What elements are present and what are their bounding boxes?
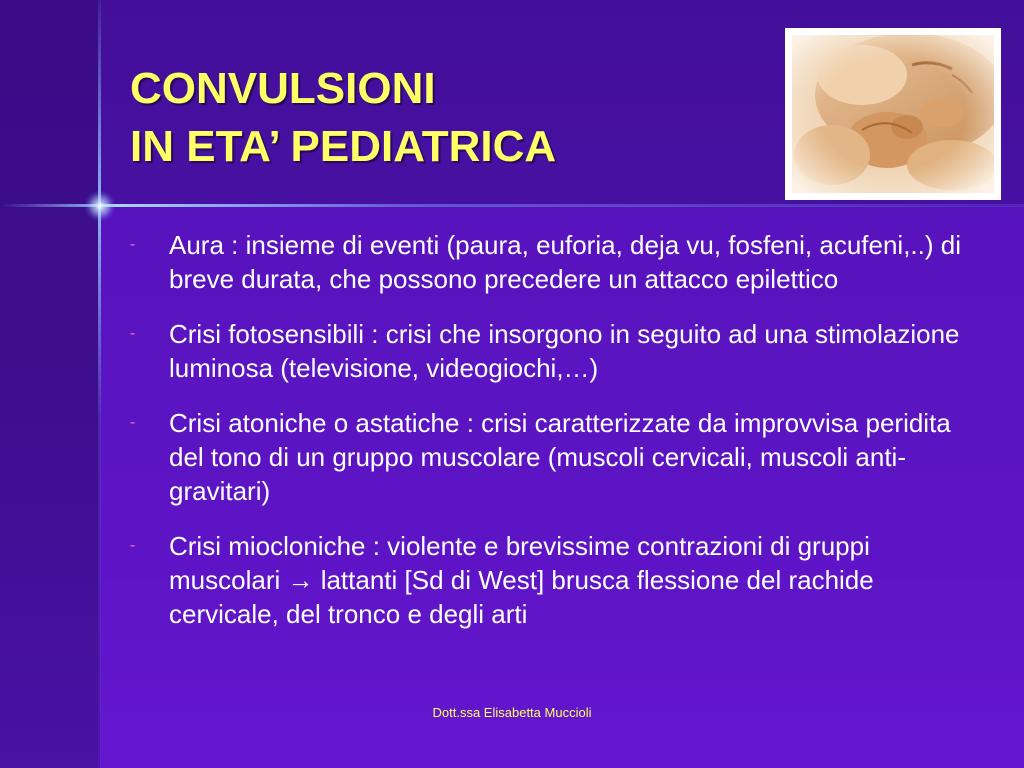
bullet-list xyxy=(130,228,980,652)
sparkle-icon xyxy=(84,190,116,222)
title-line-1: CONVULSIONI xyxy=(130,64,436,113)
bullet-text: Aura : insieme di eventi (paura, euforia, deja vu, fosfeni, acufeni,..) di breve durata, che possono precedere un attacco epilettico xyxy=(169,230,961,294)
list-item xyxy=(130,317,980,385)
list-item xyxy=(130,529,980,631)
photo-frame xyxy=(785,28,1001,200)
list-item xyxy=(130,228,980,296)
list-item xyxy=(130,406,980,508)
vertical-divider xyxy=(98,0,101,768)
horizontal-divider xyxy=(0,204,1024,207)
left-strip xyxy=(0,0,100,768)
bullet-marker: - xyxy=(130,537,136,554)
bullet-text: Crisi fotosensibili : crisi che insorgono in seguito ad una stimolazione luminosa (televisione, videogiochi,…) xyxy=(169,319,960,383)
bullet-marker: - xyxy=(130,236,136,253)
footer-author: Dott.ssa Elisabetta Muccioli xyxy=(432,705,592,720)
slide-title xyxy=(130,60,750,176)
sleeping-baby-photo xyxy=(792,35,994,193)
bullet-text: Crisi miocloniche : violente e brevissime contrazioni di gruppi muscolari → lattanti [Sd di West] brusca flessione del rachide cervicale, del tronco e degli arti xyxy=(169,531,874,629)
bullet-marker: - xyxy=(130,414,136,431)
bullet-text: Crisi atoniche o astatiche : crisi caratterizzate da improvvisa peridita del tono di un gruppo muscolare (muscoli cervicali, muscoli anti-gravitari) xyxy=(169,408,951,506)
bullet-marker: - xyxy=(130,325,136,342)
title-line-2: IN ETA’ PEDIATRICA xyxy=(130,122,557,171)
